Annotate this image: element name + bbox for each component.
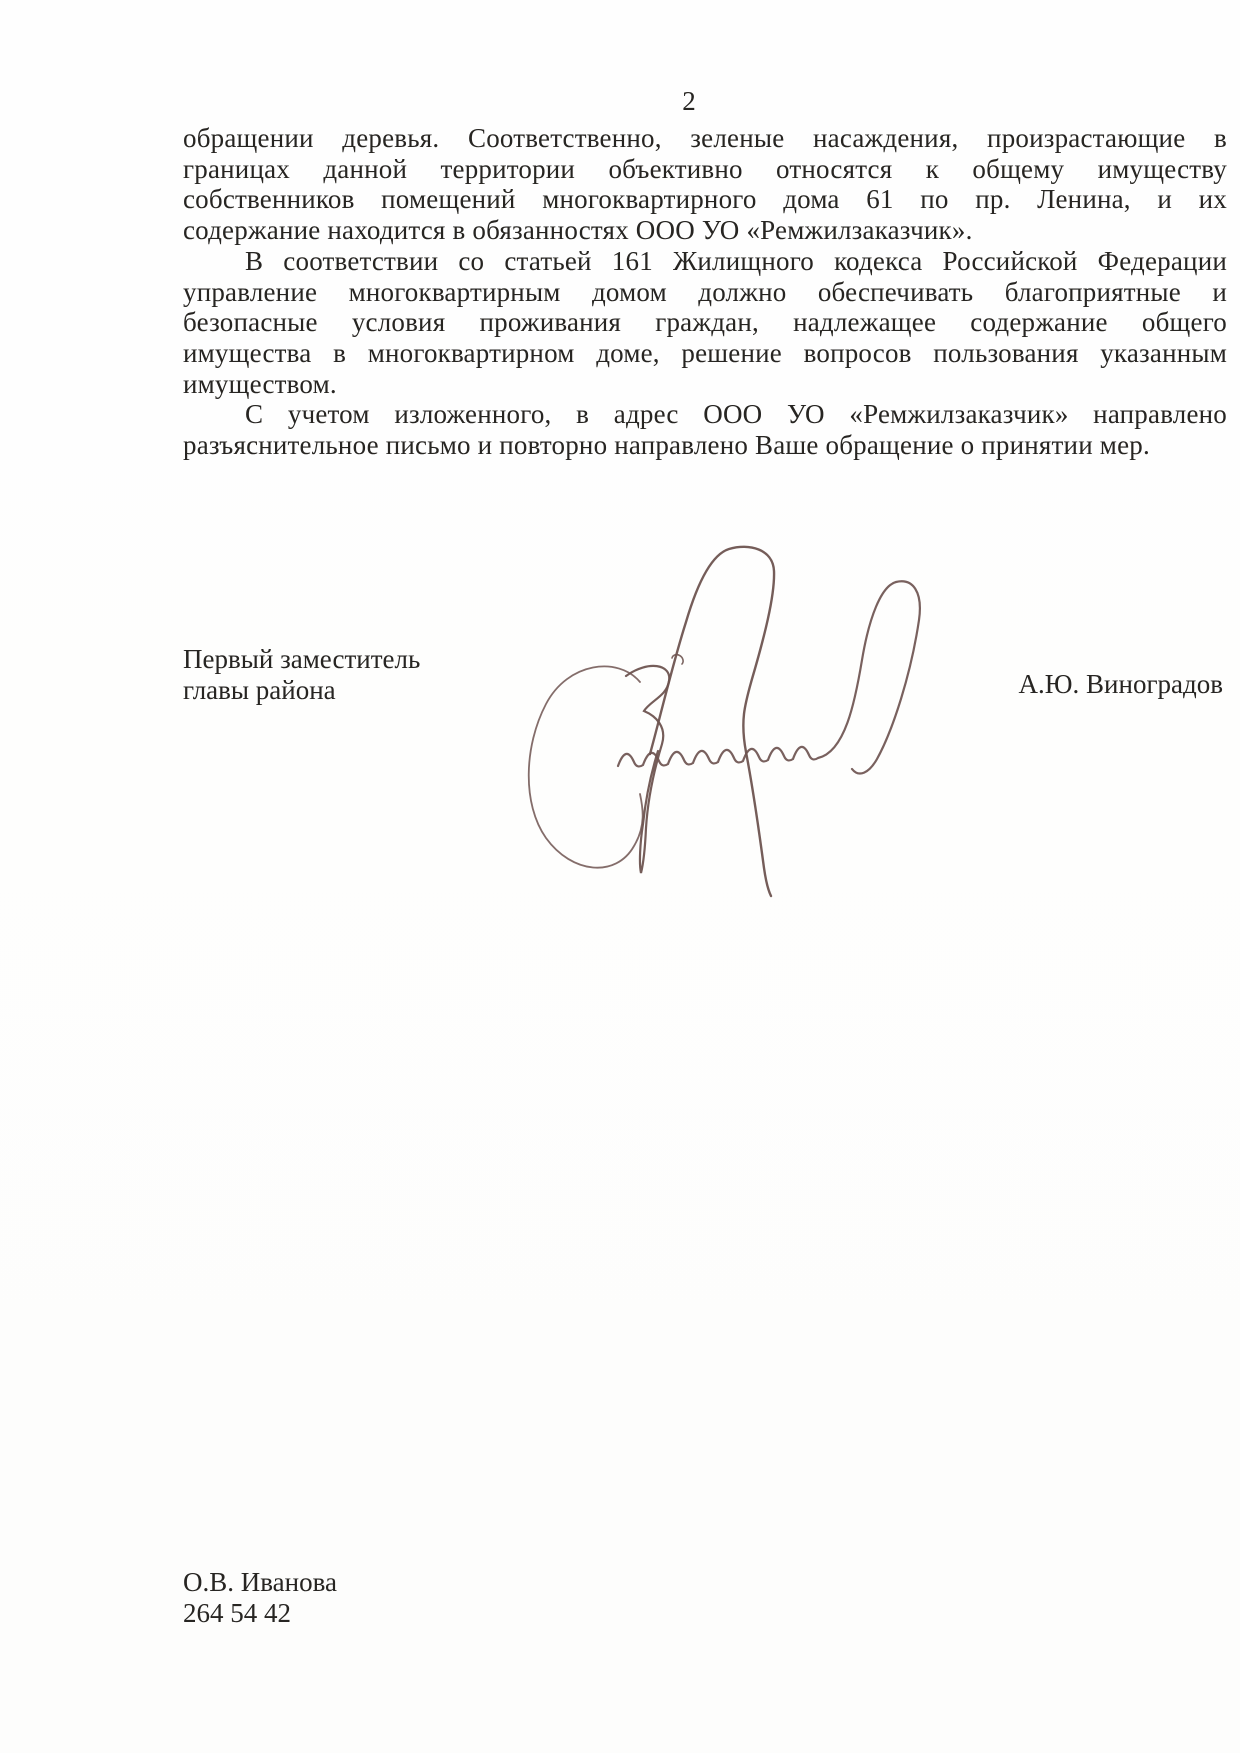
body-line: С учетом изложенного, в адрес ООО УО «Ремжилзаказчик» направлено	[245, 399, 1227, 430]
executor-block	[183, 1567, 603, 1628]
body-line: содержание находится в обязанностях ООО УО «Ремжилзаказчик».	[183, 215, 973, 246]
signer-title-line1: Первый заместитель	[183, 644, 421, 674]
body-line: разъяснительное письмо и повторно направлено Ваше обращение о принятии мер.	[183, 430, 1150, 461]
signer-name: А.Ю. Виноградов	[1018, 669, 1223, 699]
body-line: собственников помещений многоквартирного дома 61 по пр. Ленина, и их	[183, 184, 1227, 215]
body-line: имущества в многоквартирном доме, решение вопросов пользования указанным	[183, 337, 1227, 368]
page-number: 2	[682, 86, 696, 116]
handwritten-signature	[500, 538, 940, 902]
body-text	[183, 123, 1227, 461]
executor-phone: 264 54 42	[183, 1597, 291, 1628]
body-line: управление многоквартирным домом должно обеспечивать благоприятные и	[183, 276, 1227, 307]
body-line: В соответствии со статьей 161 Жилищного кодекса Российской Федерации	[245, 245, 1227, 276]
body-line: обращении деревья. Соответственно, зеленые насаждения, произрастающие в	[183, 123, 1227, 153]
signer-title-line2: главы района	[183, 674, 336, 705]
body-line: имуществом.	[183, 368, 337, 399]
body-line: безопасные условия проживания граждан, надлежащее содержание общего	[183, 307, 1227, 338]
body-line: границах данной территории объективно относятся к общему имуществу	[183, 153, 1227, 184]
executor-name: О.В. Иванова	[183, 1567, 337, 1597]
